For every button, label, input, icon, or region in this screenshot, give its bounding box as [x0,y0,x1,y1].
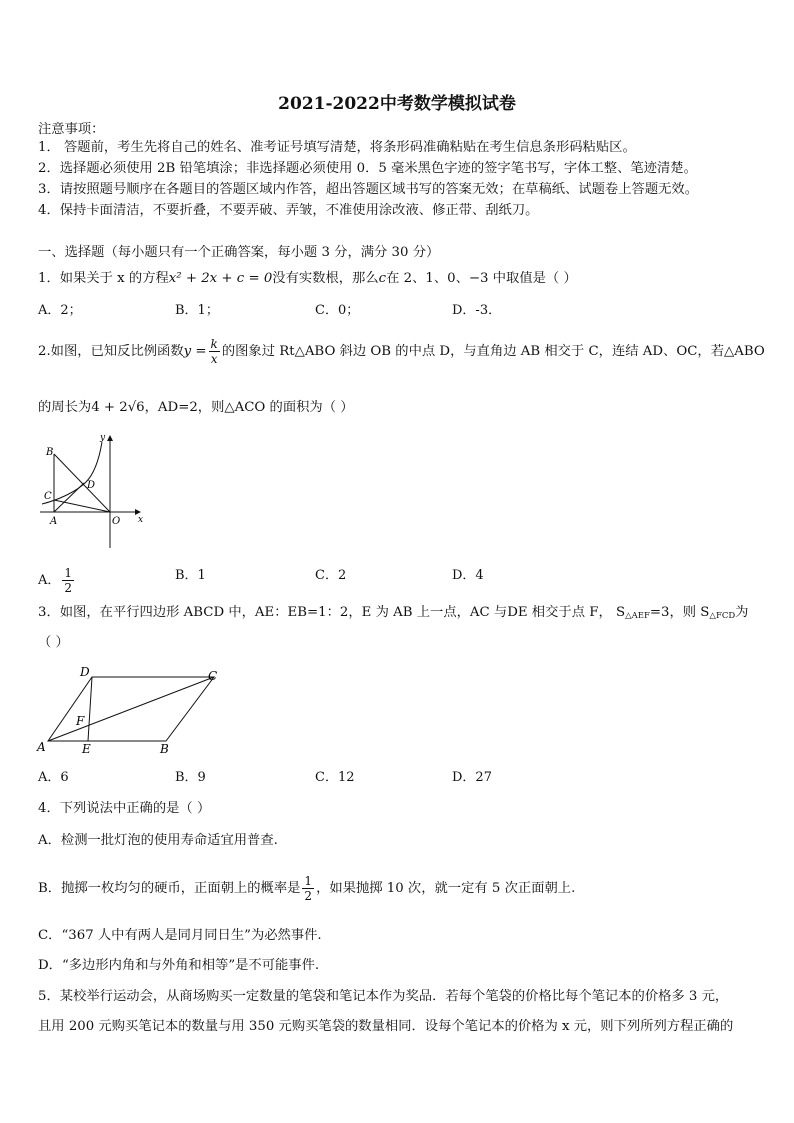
label-a: A [37,740,46,754]
option-a: A．6 [38,770,69,785]
option-a: A．2； [38,303,82,318]
notice-item: 1． 答题前，考生先将自己的姓名、准考证号填写清楚，将条形码准确粘贴在考生信息条形码粘贴区。 [38,140,636,155]
label-b: B [160,742,169,756]
fraction: $\frac{1}{2}$ [304,874,313,903]
option-c: C．12 [315,770,355,785]
label-c: C [44,491,52,502]
notice-item: 2．选择题必须使用 2B 铅笔填涂；非选择题必须使用 0．5 毫米黑色字迹的签字笔书写，字体工整、笔迹清楚。 [38,161,697,176]
fraction: $\frac{1}{2}$ [64,566,73,595]
question-2-stem: 2.如图，已知反比例函数y = $\frac{k}{x}$ 的图象过 Rt△ABO 斜边 OB 的中点 D，与直角边 AB 相交于 C，连结 AD、OC，若△ABO [38,337,765,366]
option-a: A． $\frac{1}{2}$ [38,566,73,595]
question-4-stem: 4．下列说法中正确的是（ ） [38,801,211,816]
option-a: A．检测一批灯泡的使用寿命适宜用普查. [38,833,278,848]
label-o: O [112,516,121,527]
label-y: y [100,433,106,443]
label-a: A [50,516,58,527]
label-d: D [87,480,96,491]
perimeter-expression: 4 + 2√6 [91,400,145,415]
q2-figure [36,428,156,552]
option-b: B．1 [175,568,206,583]
question-3-line2: （ ） [38,635,69,650]
option-d: D．-3． [452,303,502,318]
label-x: x [138,515,144,525]
option-b: B．1； [175,303,219,318]
label-d: D [80,665,90,679]
question-2-line2: 的周长为4 + 2√6，AD=2，则△ACO 的面积为（ ） [38,400,354,415]
option-c: C．0； [315,303,360,318]
question-3-stem: 3．如图，在平行四边形 ABCD 中，AE：EB=1：2，E 为 AB 上一点，AC 与DE 相交于点 F， $S_{\triangle AEF}=3$，则 $S_{\triangle FCD}$为 [38,605,749,621]
fraction: $\frac{k}{x}$ [210,337,218,366]
notice-heading: 注意事项： [38,122,105,137]
label-e: E [82,742,91,756]
label-b: B [46,447,54,458]
option-d: D．“多边形内角和与外角和相等”是不可能事件. [38,958,320,973]
option-c: C．2 [315,568,347,583]
notice-item: 3．请按照题号顺序在各题目的答题区域内作答，超出答题区域书写的答案无效；在草稿纸、试题卷上答题无效。 [38,182,699,197]
label-c: C [208,669,218,683]
option-d: D．27 [452,770,492,785]
question-5-line1: 5．某校举行运动会，从商场购买一定数量的笔袋和笔记本作为奖品．若每个笔袋的价格比每个笔记本的价格多 3 元， [38,989,729,1004]
equation: x² + 2x + c = 0 [168,271,273,286]
label-f: F [76,714,85,728]
option-c: C．“367 人中有两人是同月同日生”为必然事件. [38,928,322,943]
page-title: 2021-2022中考数学模拟试卷 [278,94,516,114]
q3-figure [34,663,224,759]
question-5-line2: 且用 200 元购买笔记本的数量与用 350 元购买笔袋的数量相同．设每个笔记本的价格为 x 元，则下列所列方程正确的 [38,1019,734,1034]
option-d: D．4 [452,568,484,583]
section-heading: 一、选择题（每小题只有一个正确答案，每小题 3 分，满分 30 分） [38,245,440,260]
option-b: B．9 [175,770,206,785]
notice-item: 4．保持卡面清洁，不要折叠，不要弄破、弄皱，不准使用涂改液、修正带、刮纸刀。 [38,203,539,218]
question-1-stem: 1．如果关于 x 的方程x² + 2x + c = 0没有实数根，那么c在 2、1、0、−3 中取值是（ ） [38,271,577,286]
option-b: B．抛掷一枚均匀的硬币，正面朝上的概率是 $\frac{1}{2}$ ，如果抛掷 10 次，就一定有 5 次正面朝上. [38,874,576,903]
